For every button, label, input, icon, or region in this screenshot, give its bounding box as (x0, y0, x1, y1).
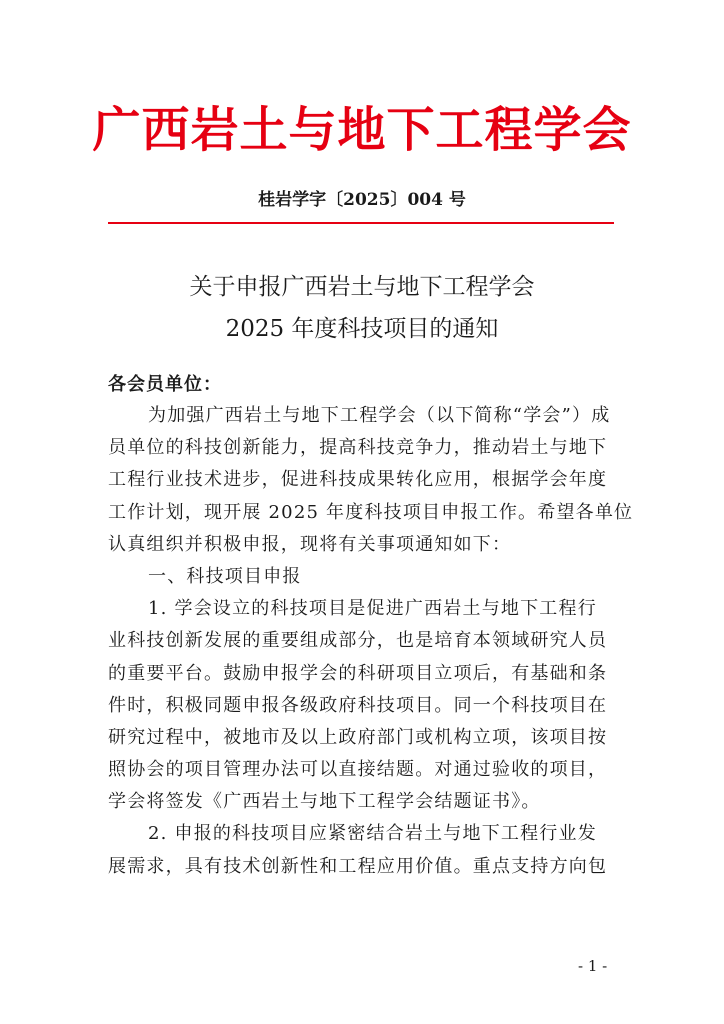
notice-body (108, 400, 634, 883)
section-heading: 一、科技项目申报 (148, 565, 302, 587)
salutation: 各会员单位： (108, 374, 222, 395)
document-number: 桂岩学字〔2025〕004 号 (258, 190, 466, 210)
body-line: 员单位的科技创新能力，提高科技竞争力，推动岩土与地下 (108, 437, 608, 459)
red-divider-line (108, 222, 614, 224)
body-line: 研究过程中，被地市及以上政府部门或机构立项，该项目按 (108, 726, 608, 748)
organization-header: 广西岩土与地下工程学会 (92, 102, 632, 158)
body-line: 工作计划，现开展 2025 年度科技项目申报工作。希望各单位 (108, 501, 634, 523)
notice-title (0, 266, 724, 350)
notice-title-line-2: 2025 年度科技项目的通知 (225, 316, 499, 342)
body-line: 件时，积极同题申报各级政府科技项目。同一个科技项目在 (108, 694, 608, 716)
body-line: 学会将签发《广西岩土与地下工程学会结题证书》。 (108, 791, 541, 813)
body-line: 展需求，具有技术创新性和工程应用价值。重点支持方向包 (108, 855, 608, 877)
body-line: 2. 申报的科技项目应紧密结合岩土与地下工程行业发 (148, 823, 597, 845)
body-line: 为加强广西岩土与地下工程学会（以下简称“学会”）成 (148, 405, 611, 426)
body-line: 业科技创新发展的重要组成部分，也是培育本领域研究人员 (108, 630, 608, 652)
body-line: 照协会的项目管理办法可以直接结题。对通过验收的项目， (108, 759, 608, 781)
body-line: 1. 学会设立的科技项目是促进广西岩土与地下工程行 (148, 598, 597, 620)
notice-title-line-1: 关于申报广西岩土与地下工程学会 (189, 274, 535, 300)
body-line: 的重要平台。鼓励申报学会的科研项目立项后，有基础和条 (108, 662, 608, 684)
body-line: 工程行业技术进步，促进科技成果转化应用，根据学会年度 (108, 469, 608, 491)
body-line: 认真组织并积极申报，现将有关事项通知如下： (108, 533, 512, 555)
page-number: - 1 - (578, 957, 608, 975)
